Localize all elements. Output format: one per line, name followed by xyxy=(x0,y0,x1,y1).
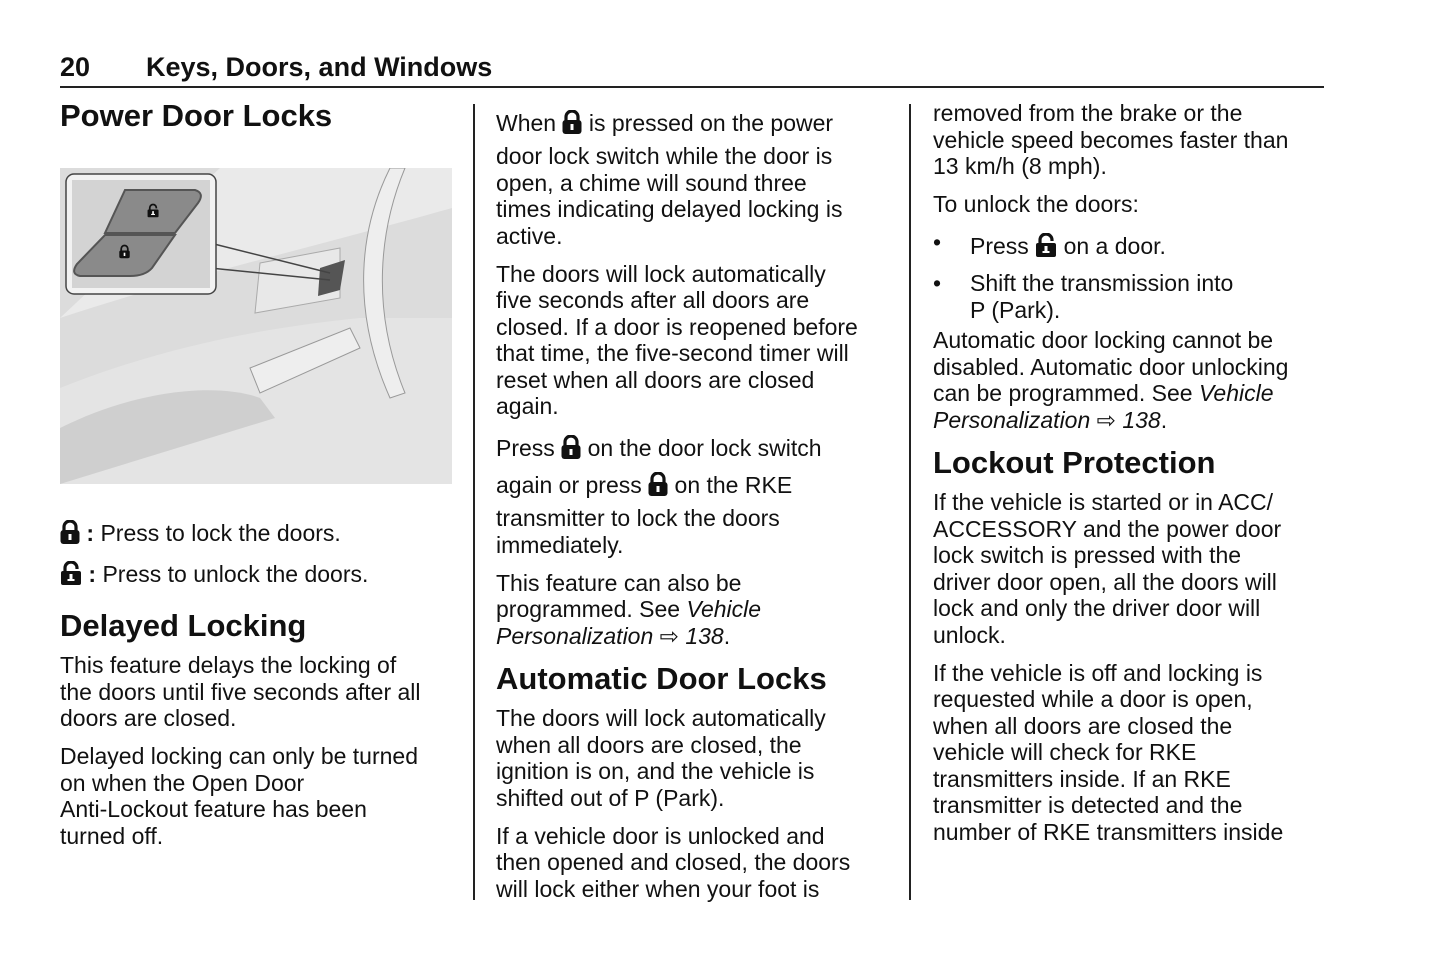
text-line xyxy=(60,796,460,823)
text-line xyxy=(496,314,896,341)
text-line xyxy=(496,823,896,850)
bullet-marker: • xyxy=(933,270,942,296)
text-line xyxy=(933,792,1333,819)
text: lock and only the driver door will xyxy=(933,595,1261,621)
text-line xyxy=(933,407,1333,434)
text: ⇨ xyxy=(653,622,686,649)
paragraph xyxy=(933,100,1333,180)
text: ACCESSORY and the power door xyxy=(933,515,1282,542)
text: lock switch is pressed with the xyxy=(933,542,1242,568)
text: reset when all doors are closed xyxy=(496,366,815,393)
unlock-icon xyxy=(1035,232,1057,266)
section-title: Keys, Doors, and Windows xyxy=(146,52,493,82)
text: 13 km/h (8 mph). xyxy=(933,153,1107,179)
text-line xyxy=(60,555,460,596)
text: door lock switch while the door is xyxy=(496,143,833,169)
text: This feature delays the locking of xyxy=(60,652,397,678)
text: number of RKE transmitters inside xyxy=(933,818,1284,845)
text-line xyxy=(496,287,896,314)
text: ⇨ xyxy=(1090,406,1123,433)
text-line xyxy=(496,785,896,812)
text-line xyxy=(496,223,896,250)
text: vehicle speed becomes faster than xyxy=(933,126,1289,153)
paragraph xyxy=(496,431,896,558)
bullet-item xyxy=(933,229,1333,266)
paragraph xyxy=(496,261,896,420)
text-line xyxy=(496,705,896,732)
text-line xyxy=(933,153,1333,180)
bullet-item xyxy=(933,270,1333,323)
column-divider xyxy=(473,104,475,900)
paragraph xyxy=(60,743,460,849)
text-line xyxy=(496,393,896,420)
text: open, a chime will sound three xyxy=(496,169,807,196)
text: Press xyxy=(970,233,1036,259)
text-line xyxy=(60,652,460,679)
text: Automatic door locking cannot be xyxy=(933,327,1274,353)
cross-reference-link: Personalization xyxy=(933,406,1091,433)
text-line xyxy=(933,380,1333,407)
text: shifted out of P (Park). xyxy=(496,784,725,811)
header-rule xyxy=(60,86,1324,88)
cross-reference-link: Personalization xyxy=(496,622,654,649)
text-line xyxy=(60,743,460,770)
text: disabled. Automatic door unlocking xyxy=(933,353,1289,380)
text-line xyxy=(970,270,1333,297)
text: Press to lock the doors. xyxy=(100,520,341,546)
text: then opened and closed, the doors xyxy=(496,849,851,875)
text: If a vehicle door is unlocked and xyxy=(496,822,825,849)
text: when all doors are closed the xyxy=(933,712,1233,739)
text: unlock. xyxy=(933,621,1006,648)
text: is pressed on the power xyxy=(582,110,834,136)
text-line xyxy=(933,686,1333,713)
text-line xyxy=(496,431,896,468)
text-line xyxy=(496,261,896,288)
text-line xyxy=(496,170,896,197)
bullet-marker: • xyxy=(933,229,942,255)
text-line xyxy=(933,191,1333,218)
text: that time, the five-second timer will xyxy=(496,340,849,366)
text: vehicle will check for RKE xyxy=(933,739,1197,765)
text-line xyxy=(496,623,896,650)
text-line xyxy=(496,849,896,876)
text: can be programmed. See xyxy=(933,380,1199,406)
text: on when the Open Door xyxy=(60,769,305,796)
paragraph xyxy=(496,705,896,811)
text-line xyxy=(933,569,1333,596)
text: Press to unlock the doors. xyxy=(102,561,369,587)
text: Press xyxy=(496,435,562,461)
page-reference: 138 xyxy=(685,622,724,649)
text-line xyxy=(496,732,896,759)
text-line xyxy=(933,766,1333,793)
text: When xyxy=(496,110,563,136)
text: transmitters inside. If an RKE xyxy=(933,765,1231,792)
text: closed. If a door is reopened before xyxy=(496,313,858,340)
text: again. xyxy=(496,393,559,419)
paragraph xyxy=(496,823,896,903)
colon: : xyxy=(80,520,101,546)
text: five seconds after all doors are xyxy=(496,287,810,313)
page-number: 20 xyxy=(60,52,91,82)
text-line xyxy=(496,143,896,170)
text-line xyxy=(933,819,1333,846)
text-line xyxy=(496,596,896,623)
paragraph xyxy=(60,652,460,732)
text: active. xyxy=(496,222,563,249)
text: immediately. xyxy=(496,531,624,558)
text: requested while a door is open, xyxy=(933,686,1253,712)
paragraph xyxy=(933,327,1333,433)
text-line xyxy=(496,468,896,505)
text: . xyxy=(1160,406,1168,433)
text-line xyxy=(933,739,1333,766)
text: P (Park). xyxy=(970,296,1061,323)
text: on the RKE xyxy=(668,472,793,498)
text-line xyxy=(60,770,460,797)
text-line xyxy=(496,532,896,559)
lock-icon xyxy=(561,434,581,468)
text: The doors will lock automatically xyxy=(496,705,826,731)
text: Delayed locking can only be turned xyxy=(60,743,419,769)
page-reference: 138 xyxy=(1122,406,1161,433)
text: If the vehicle is off and locking is xyxy=(933,659,1263,686)
paragraph xyxy=(496,106,896,249)
text: Shift the transmission into xyxy=(970,270,1234,296)
section-heading: Power Door Locks xyxy=(60,98,333,133)
text: . xyxy=(723,622,731,649)
text-line xyxy=(496,196,896,223)
text: transmitter to lock the doors xyxy=(496,505,780,531)
lock-icon xyxy=(562,109,582,143)
cross-reference-link: Vehicle xyxy=(1198,380,1274,406)
lock-icon xyxy=(60,517,80,555)
text-line xyxy=(933,327,1333,354)
text: ignition is on, and the vehicle is xyxy=(496,758,815,784)
text: transmitter is detected and the xyxy=(933,792,1243,818)
text: again or press xyxy=(496,472,649,498)
column-divider xyxy=(909,104,911,900)
section-heading: Lockout Protection xyxy=(933,445,1216,480)
text-line xyxy=(496,570,896,597)
column-2 xyxy=(496,106,896,914)
text: on the door lock switch xyxy=(581,435,822,461)
text-line xyxy=(933,622,1333,649)
paragraph xyxy=(496,570,896,650)
text: The doors will lock automatically xyxy=(496,260,826,287)
text-line xyxy=(933,489,1333,516)
text: times indicating delayed locking is xyxy=(496,196,843,222)
text-line xyxy=(496,367,896,394)
text: This feature can also be xyxy=(496,569,742,596)
section-heading: Automatic Door Locks xyxy=(496,661,827,696)
text-line xyxy=(60,514,460,555)
paragraph xyxy=(933,191,1333,218)
text-line xyxy=(933,542,1333,569)
text-line xyxy=(933,595,1333,622)
text-line xyxy=(933,127,1333,154)
text: doors are closed. xyxy=(60,705,237,731)
text-line xyxy=(933,354,1333,381)
text: turned off. xyxy=(60,822,164,849)
text-line xyxy=(496,340,896,367)
text: will lock either when your foot is xyxy=(496,875,820,902)
column-1 xyxy=(60,98,460,861)
colon: : xyxy=(82,561,103,587)
text-line xyxy=(933,516,1333,543)
text-line xyxy=(933,100,1333,127)
text-line xyxy=(933,713,1333,740)
text-line xyxy=(60,679,460,706)
text: If the vehicle is started or in ACC/ xyxy=(933,489,1274,515)
page-header xyxy=(60,52,492,83)
section-heading: Delayed Locking xyxy=(60,608,307,643)
text: removed from the brake or the xyxy=(933,100,1243,126)
text: Anti-Lockout feature has been xyxy=(60,796,367,822)
cross-reference-link: Vehicle xyxy=(686,596,762,622)
unlock-icon xyxy=(60,558,82,596)
paragraph xyxy=(933,660,1333,846)
text: the doors until five seconds after all xyxy=(60,678,421,705)
text: on a door. xyxy=(1057,233,1166,259)
text-line xyxy=(933,660,1333,687)
paragraph xyxy=(933,489,1333,648)
text-line xyxy=(496,876,896,903)
text-line xyxy=(496,505,896,532)
text-line xyxy=(970,297,1333,324)
text-line xyxy=(60,705,460,732)
lock-icon xyxy=(648,471,668,505)
column-3 xyxy=(933,100,1333,857)
text: when all doors are closed, the xyxy=(496,731,802,758)
text: programmed. See xyxy=(496,596,687,622)
text-line xyxy=(60,823,460,850)
text-line xyxy=(496,758,896,785)
text-line xyxy=(970,229,1333,266)
text-line xyxy=(496,106,896,143)
text: To unlock the doors: xyxy=(933,191,1139,217)
door-lock-switch-illustration xyxy=(60,168,452,484)
icon-legend xyxy=(60,514,460,596)
text: driver door open, all the doors will xyxy=(933,568,1277,595)
